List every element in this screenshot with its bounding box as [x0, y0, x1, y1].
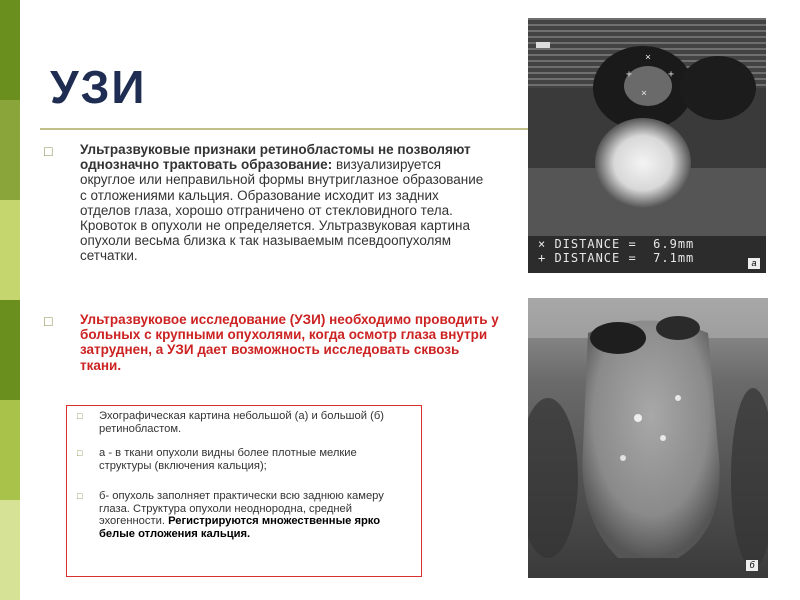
- ultrasound-image-b: [528, 298, 768, 578]
- svg-text:+: +: [626, 69, 633, 80]
- square-bullet-icon: □: [77, 491, 83, 501]
- svg-text:×: ×: [641, 88, 648, 99]
- sidebar-block: [0, 500, 20, 600]
- paragraph-ultrasound-indication: Ультразвуковое исследование (УЗИ) необходимо проводить у больных с крупными опухолями, когда осмотр глаза внутри затруднен, а УЗИ дает возможность исследовать сквозь ткани.: [80, 312, 499, 373]
- caption-box: [66, 405, 422, 577]
- paragraph-lead: Ультразвуковые признаки ретинобластомы не позволяют однозначно трактовать образование:: [80, 142, 471, 173]
- distance-readout-2: + DISTANCE = 7.1mm: [538, 251, 695, 265]
- ultrasound-scan-a: [528, 18, 766, 273]
- sidebar-block: [0, 300, 20, 400]
- ultrasound-image-a: [528, 18, 766, 273]
- caption-text: б- опухоль заполняет практически всю заднюю камеру глаза. Структура опухоли неоднородна, средней эхогенности.: [99, 490, 384, 528]
- title-divider: [40, 128, 528, 130]
- image-label-a: a: [748, 258, 760, 269]
- square-bullet-icon: □: [44, 313, 53, 329]
- sidebar-block: [0, 400, 20, 500]
- caption-item: Эхографическая картина небольшой (а) и большой (б) ретинобластом.: [99, 410, 384, 435]
- distance-readout-1: × DISTANCE = 6.9mm: [538, 237, 695, 251]
- square-bullet-icon: □: [77, 411, 83, 421]
- svg-text:×: ×: [645, 52, 652, 63]
- sidebar-block: [0, 200, 20, 300]
- caption-item: а - в ткани опухоли видны более плотные мелкие структуры (включения кальция);: [99, 447, 357, 472]
- paragraph-ultrasound-signs: [80, 142, 490, 264]
- sidebar-block: [0, 100, 20, 200]
- image-label-b: б: [746, 560, 758, 571]
- sidebar-block: [0, 0, 20, 100]
- caption-item: [99, 490, 404, 540]
- square-bullet-icon: □: [44, 143, 53, 159]
- caption-bold: Регистрируются множественные ярко белые отложения кальция.: [99, 515, 381, 540]
- ultrasound-scan-b: [528, 298, 768, 578]
- paragraph-body: визуализируется округлое или неправильной формы внутриглазное образование с отложениями кальция. Образование исходит из задних отделов глаза, хорошо отграничено от стекловидного тела. Кровоток в опухоли не определяется. Ультразвуковая картина опухоли весьма близка к так называемым псевдоопухолям сетчатки.: [80, 157, 484, 264]
- slide-title: УЗИ: [50, 61, 147, 113]
- svg-text:+: +: [668, 69, 675, 80]
- sidebar-stripe: [0, 0, 20, 600]
- square-bullet-icon: □: [77, 448, 83, 458]
